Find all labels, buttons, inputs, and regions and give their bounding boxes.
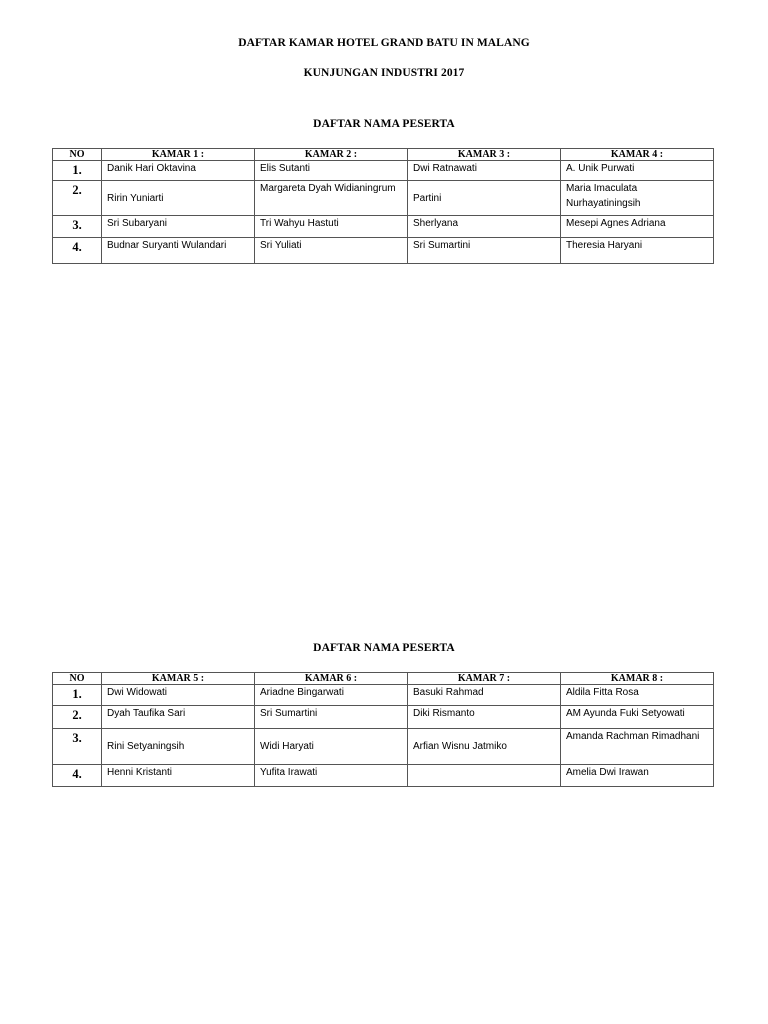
table-row: [53, 181, 714, 216]
participant-name: Mesepi Agnes Adriana: [561, 216, 714, 238]
row-number: 3.: [53, 216, 102, 238]
participant-name: Theresia Haryani: [561, 238, 714, 264]
participant-name: Arfian Wisnu Jatmiko: [408, 729, 561, 765]
row-number: 4.: [53, 765, 102, 787]
column-header-no: NO: [53, 673, 102, 685]
room-table-1: [52, 148, 714, 264]
column-header-kamar-2: KAMAR 2 :: [255, 149, 408, 161]
participant-name: Ririn Yuniarti: [102, 181, 255, 216]
participant-name: Yufita Irawati: [255, 765, 408, 787]
row-number: 1.: [53, 685, 102, 706]
document-subtitle: KUNJUNGAN INDUSTRI 2017: [303, 67, 465, 79]
participant-name: Widi Haryati: [255, 729, 408, 765]
column-header-kamar-4: KAMAR 4 :: [561, 149, 714, 161]
column-header-kamar-3: KAMAR 3 :: [408, 149, 561, 161]
section-heading-1: DAFTAR NAMA PESERTA: [313, 118, 455, 130]
row-number: 2.: [53, 706, 102, 729]
participant-name: Dwi Ratnawati: [408, 161, 561, 181]
table-row: [53, 706, 714, 729]
table-row: [53, 216, 714, 238]
participant-name: Danik Hari Oktavina: [102, 161, 255, 181]
section-heading-2: DAFTAR NAMA PESERTA: [313, 642, 455, 654]
participant-name: AM Ayunda Fuki Setyowati: [561, 706, 714, 729]
room-table-2: [52, 672, 714, 787]
participant-name: Budnar Suryanti Wulandari: [102, 238, 255, 264]
participant-name: Sri Sumartini: [255, 706, 408, 729]
row-number: 3.: [53, 729, 102, 765]
table-row: [53, 765, 714, 787]
participant-name: Sri Yuliati: [255, 238, 408, 264]
table-row: [53, 161, 714, 181]
document-title: DAFTAR KAMAR HOTEL GRAND BATU IN MALANG: [238, 37, 530, 49]
participant-name: Dwi Widowati: [102, 685, 255, 706]
participant-name: Basuki Rahmad: [408, 685, 561, 706]
column-header-kamar-1: KAMAR 1 :: [102, 149, 255, 161]
participant-name: Ariadne Bingarwati: [255, 685, 408, 706]
row-number: 4.: [53, 238, 102, 264]
participant-name: Amanda Rachman Rimadhani: [561, 729, 714, 765]
participant-name: Amelia Dwi Irawan: [561, 765, 714, 787]
row-number: 1.: [53, 161, 102, 181]
table-row: [53, 729, 714, 765]
participant-name: Henni Kristanti: [102, 765, 255, 787]
table-header-row: [53, 149, 714, 161]
participant-name: Elis Sutanti: [255, 161, 408, 181]
table-header-row: [53, 673, 714, 685]
participant-name: Tri Wahyu Hastuti: [255, 216, 408, 238]
participant-name: A. Unik Purwati: [561, 161, 714, 181]
column-header-kamar-8: KAMAR 8 :: [561, 673, 714, 685]
table-row: [53, 238, 714, 264]
participant-name-empty: [408, 765, 561, 787]
participant-name: Maria Imaculata Nurhayatiningsih: [561, 181, 714, 216]
participant-name: Rini Setyaningsih: [102, 729, 255, 765]
row-number: 2.: [53, 181, 102, 216]
participant-name: Aldila Fitta Rosa: [561, 685, 714, 706]
column-header-kamar-5: KAMAR 5 :: [102, 673, 255, 685]
participant-name: Dyah Taufika Sari: [102, 706, 255, 729]
participant-name: Sri Sumartini: [408, 238, 561, 264]
column-header-kamar-6: KAMAR 6 :: [255, 673, 408, 685]
table-row: [53, 685, 714, 706]
participant-name: Margareta Dyah Widianingrum: [255, 181, 408, 216]
column-header-no: NO: [53, 149, 102, 161]
participant-name: Sri Subaryani: [102, 216, 255, 238]
participant-name: Sherlyana: [408, 216, 561, 238]
participant-name: Diki Rismanto: [408, 706, 561, 729]
column-header-kamar-7: KAMAR 7 :: [408, 673, 561, 685]
participant-name: Partini: [408, 181, 561, 216]
